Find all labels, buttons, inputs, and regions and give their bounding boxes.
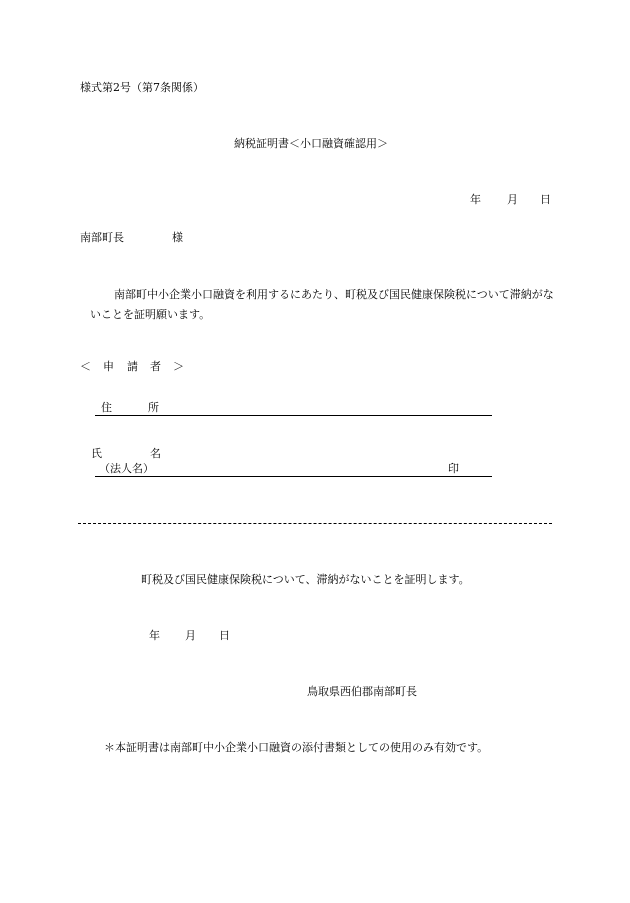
certification-text: 町税及び国民健康保険税について、滞納がないことを証明します。 xyxy=(141,573,470,586)
applicant-heading-char: 者 xyxy=(150,360,161,373)
header-date-year: 年 xyxy=(470,193,481,206)
addressee-honorific: 様 xyxy=(172,231,183,244)
address-underline xyxy=(95,415,492,416)
address-label-char: 住 xyxy=(101,401,112,414)
request-text: 南部町中小企業小口融資を利用するにあたり、町税及び国民健康保険税について滞納がないことを証明願います。 xyxy=(90,288,554,321)
issuer: 鳥取県西伯郡南部町長 xyxy=(307,685,417,698)
header-date-day: 日 xyxy=(540,193,551,206)
name-underline xyxy=(95,476,492,477)
certification-date-day: 日 xyxy=(219,629,230,642)
certification-date-month: 月 xyxy=(185,629,196,642)
validity-note: ＊本証明書は南部町中小企業小口融資の添付書類としての使用のみ有効です。 xyxy=(104,741,489,754)
seal-mark: 印 xyxy=(448,462,459,475)
applicant-heading-char: 申 xyxy=(103,360,114,373)
header-date-month: 月 xyxy=(507,193,518,206)
form-number: 様式第2号（第7条関係） xyxy=(80,81,204,94)
name-label-char: 氏 xyxy=(91,447,102,460)
corporate-name-label: （法人名） xyxy=(99,462,154,475)
applicant-heading-open: ＜ xyxy=(80,360,91,373)
certification-date-year: 年 xyxy=(149,629,160,642)
cut-line xyxy=(78,523,552,524)
applicant-heading-char: 請 xyxy=(127,360,138,373)
applicant-heading-close: ＞ xyxy=(173,360,184,373)
page-title: 納税証明書＜小口融資確認用＞ xyxy=(234,137,388,150)
address-label-char: 所 xyxy=(148,401,159,414)
name-label-char: 名 xyxy=(150,447,161,460)
addressee-name: 南部町長 xyxy=(80,231,124,244)
